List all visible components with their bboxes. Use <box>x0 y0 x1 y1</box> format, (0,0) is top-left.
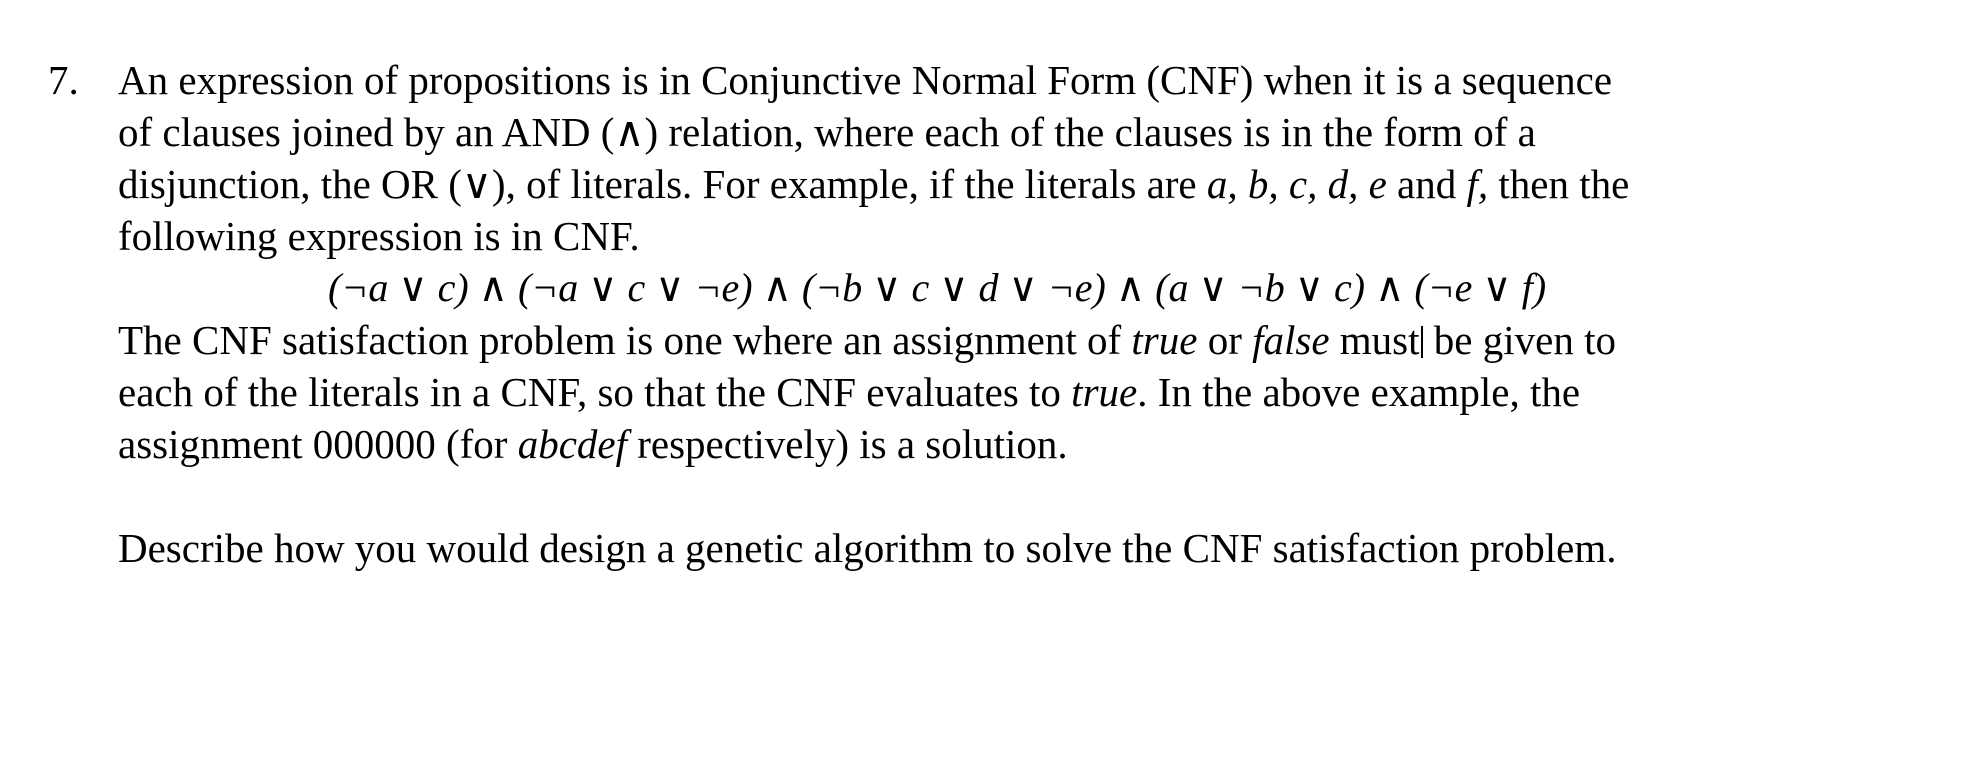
problem-line-2 <box>118 366 1908 418</box>
problem-line-1-text: The CNF satisfaction problem is one where an assignment of <box>118 317 1132 363</box>
cnf-formula: (¬a ∨ c) ∧ (¬a ∨ c ∨ ¬e) ∧ (¬b ∨ c ∨ d ∨ ¬e) ∧ (a ∨ ¬b ∨ c) ∧ (¬e ∨ f) <box>328 265 1547 310</box>
problem-line-1-end: be given to <box>1423 317 1616 363</box>
word-true-2: true <box>1071 369 1138 415</box>
intro-line-3-text: disjunction, the OR (∨), of literals. For example, if the literals are <box>118 161 1207 207</box>
problem-line-1 <box>118 314 1908 366</box>
literal-f: f, <box>1466 161 1489 207</box>
word-must: must <box>1329 317 1420 363</box>
question-body <box>118 54 1908 574</box>
intro-line-1: An expression of propositions is in Conjunctive Normal Form (CNF) when it is a sequence <box>118 57 1613 103</box>
question-number: 7. <box>48 57 79 103</box>
word-false: false <box>1252 317 1330 363</box>
paragraph-gap <box>118 470 1908 522</box>
task-prompt: Describe how you would design a genetic algorithm to solve the CNF satisfaction problem. <box>118 525 1617 571</box>
intro-line-3 <box>118 158 1908 210</box>
word-abcdef: abcdef <box>517 421 627 467</box>
intro-line-3-end: then the <box>1488 161 1630 207</box>
intro-line-2: of clauses joined by an AND (∧) relation, where each of the clauses is in the form of a <box>118 109 1536 155</box>
problem-line-3-end: respectively) is a solution. <box>627 421 1068 467</box>
literals-list: a, b, c, d, e <box>1206 161 1387 207</box>
problem-line-3-text: assignment 000000 (for <box>118 421 518 467</box>
problem-line-2-text: each of the literals in a CNF, so that the CNF evaluates to <box>118 369 1072 415</box>
word-true: true <box>1131 317 1198 363</box>
intro-line-4: following expression is in CNF. <box>118 213 640 259</box>
word-or: or <box>1197 317 1253 363</box>
problem-line-3 <box>118 418 1908 470</box>
text-cursor <box>1421 326 1423 358</box>
problem-line-2-end: . In the above example, the <box>1137 369 1581 415</box>
intro-line-3-and: and <box>1386 161 1467 207</box>
